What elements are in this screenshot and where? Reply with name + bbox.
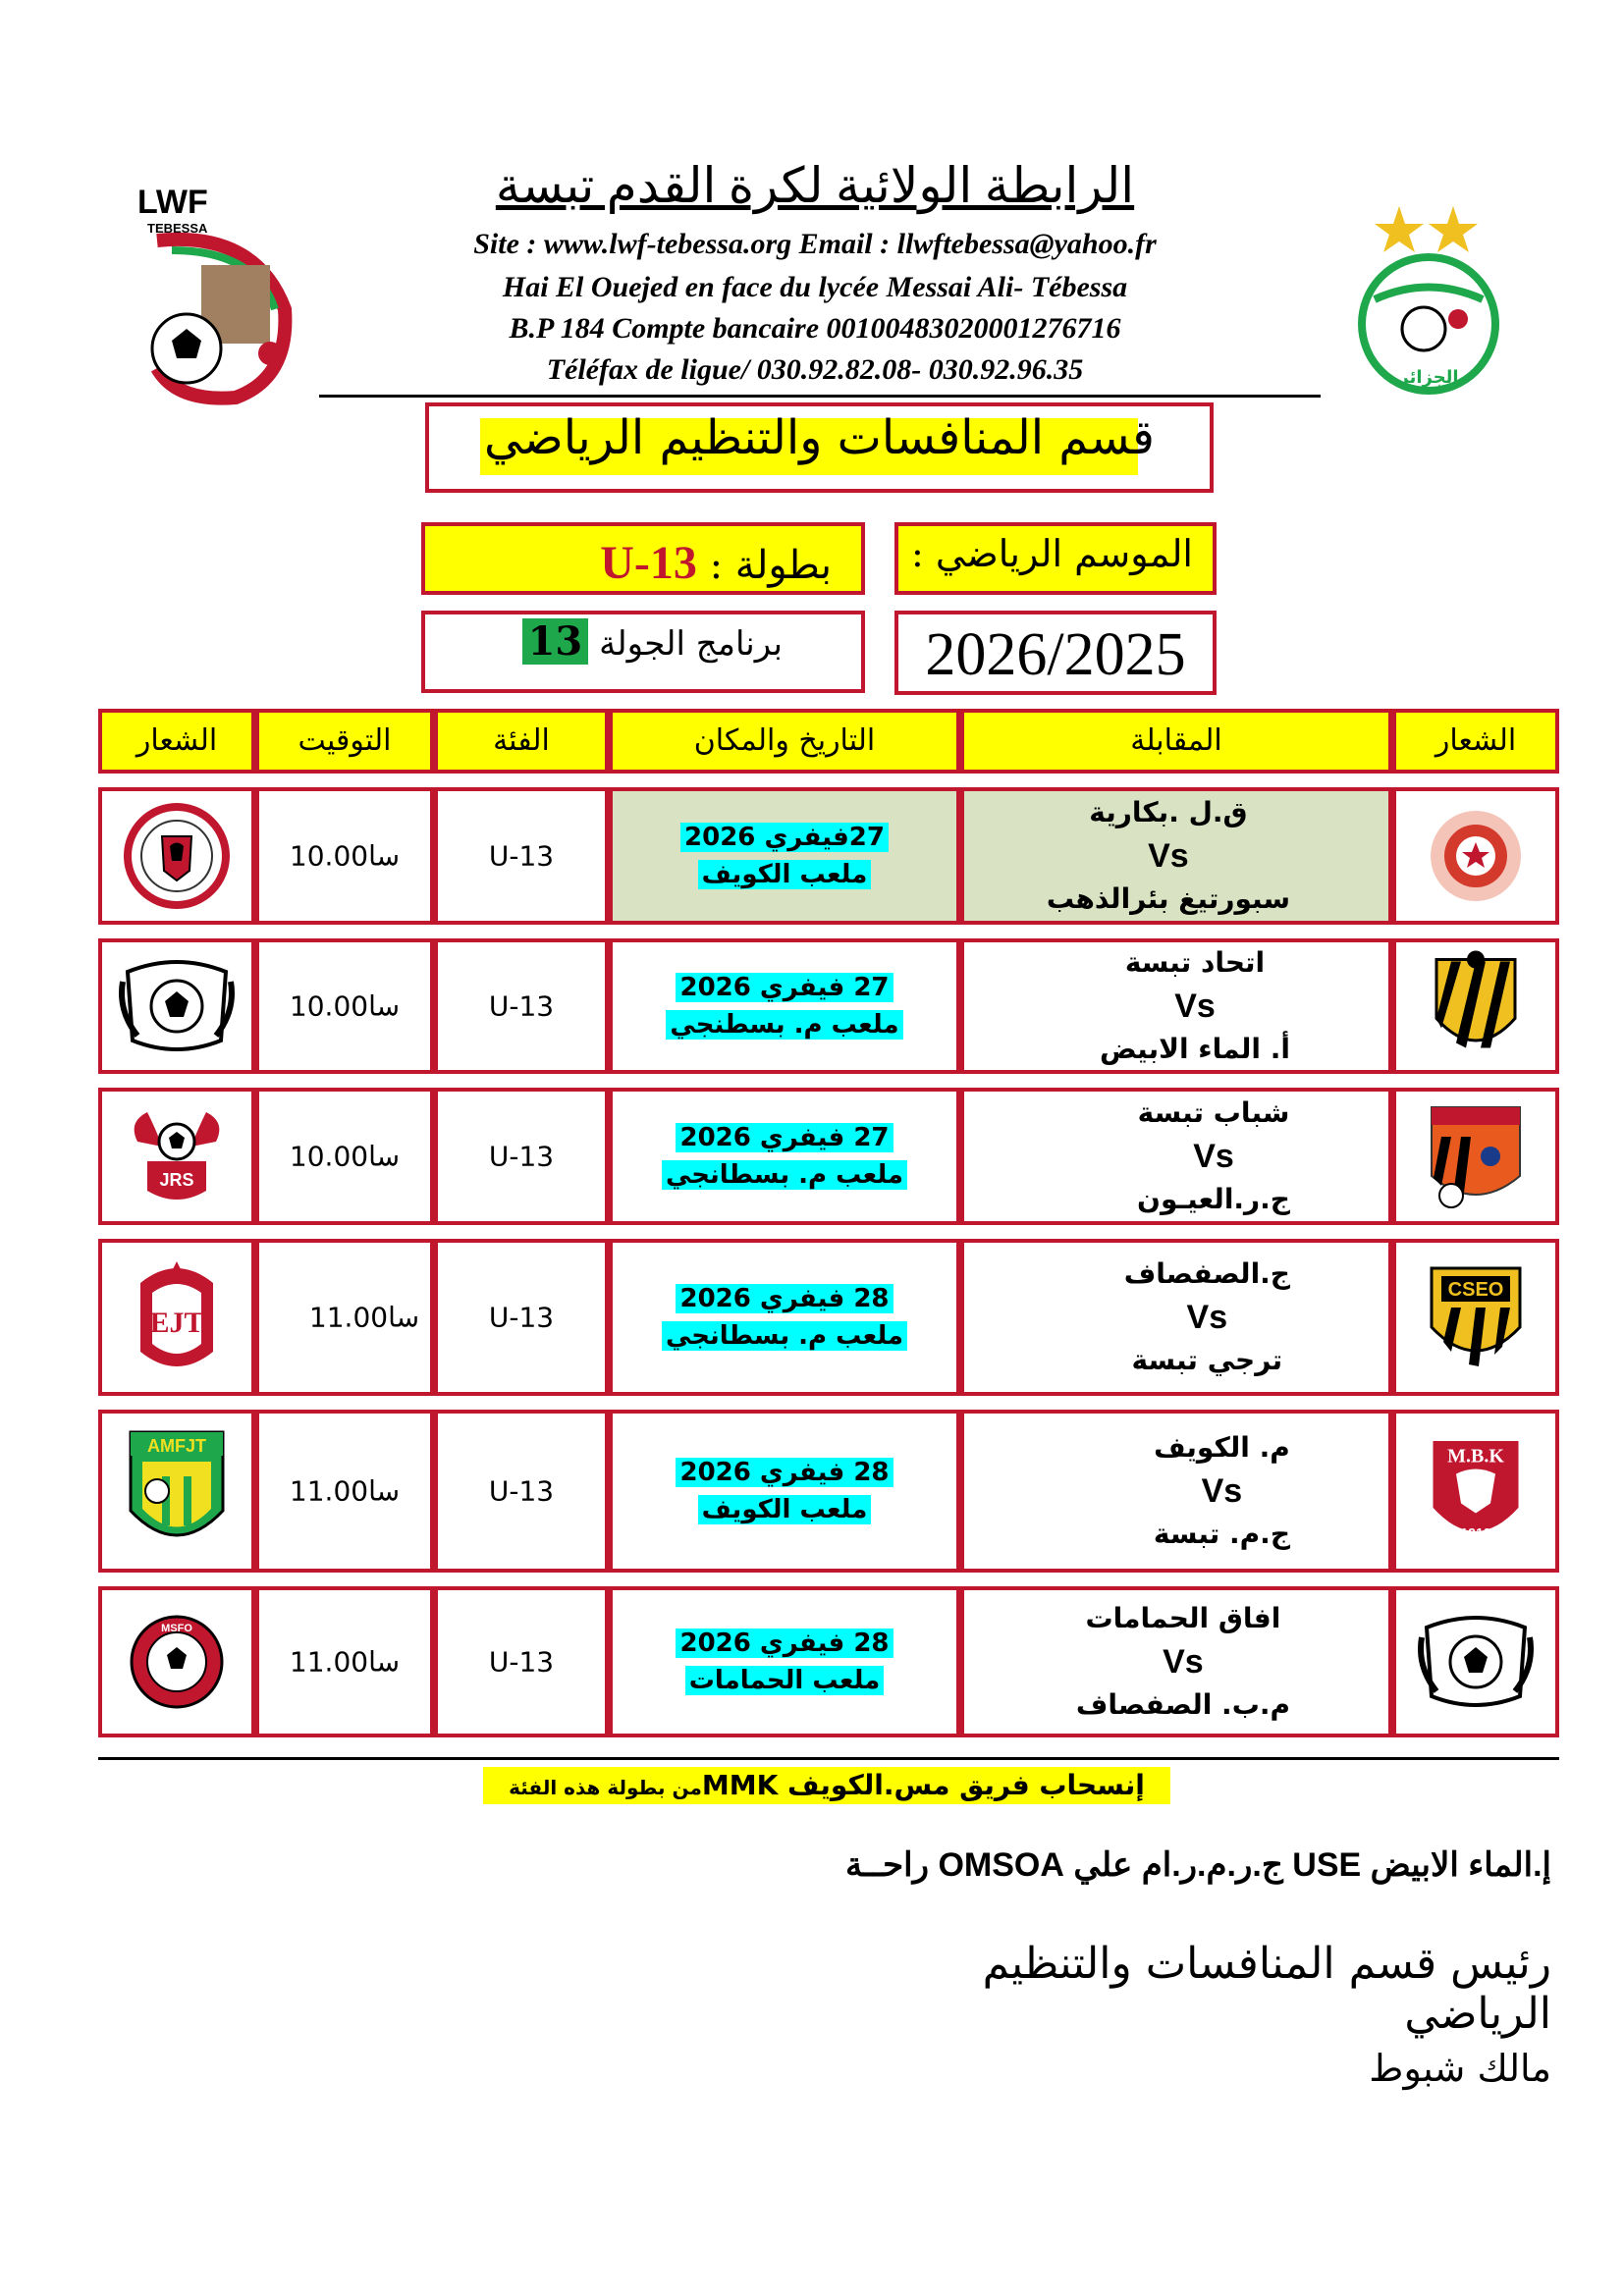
match-time: 11.سا00 bbox=[308, 1301, 420, 1334]
match-time: 10.سا00 bbox=[289, 839, 401, 873]
ejt-logo bbox=[133, 1254, 221, 1381]
table-row bbox=[98, 938, 1559, 1074]
table-bottom-divider bbox=[98, 1757, 1559, 1760]
championship-box bbox=[421, 522, 865, 595]
withdrawal-notice bbox=[483, 1767, 1170, 1804]
th-logo-right: الشعار bbox=[1392, 709, 1559, 774]
match-venue: ملعب م. بسطانجي bbox=[662, 1321, 907, 1351]
match-category: U-13 bbox=[488, 1140, 555, 1173]
match-category: U-13 bbox=[488, 1301, 555, 1334]
signature-title: رئيس قسم المنافسات والتنظيم الرياضي bbox=[982, 1939, 1551, 2039]
match-venue: ملعب الكويف bbox=[698, 1495, 872, 1524]
table-row bbox=[98, 1586, 1559, 1737]
vs-label: Vs bbox=[1174, 988, 1216, 1025]
season-label: الموسم الرياضي : bbox=[910, 532, 1193, 575]
faf-algeria-logo bbox=[1345, 196, 1512, 402]
cseo-logo bbox=[1422, 1258, 1530, 1376]
match-category: U-13 bbox=[488, 1474, 555, 1508]
logo-algeria-text: الجزائر bbox=[1398, 367, 1459, 388]
match-venue: ملعب الحمامات bbox=[685, 1666, 885, 1695]
home-team: اتحاد تبسة bbox=[1124, 946, 1266, 979]
match-venue: ملعب م. بسطنجي bbox=[666, 1010, 902, 1040]
match-category: U-13 bbox=[488, 839, 555, 873]
match-venue: ملعب م. بسطانجي bbox=[662, 1160, 907, 1190]
bank-line: B.P 184 Compte bancaire 00100483020001276716 bbox=[509, 312, 1121, 345]
vs-label: Vs bbox=[1148, 837, 1189, 875]
th-date-place: التاريخ والمكان bbox=[609, 709, 960, 774]
season-label-box bbox=[894, 522, 1217, 595]
phone-line: Téléfax de ligue/ 030.92.82.08- 030.92.96.35 bbox=[546, 353, 1084, 386]
vs-label: Vs bbox=[1163, 1643, 1204, 1681]
match-date: 27 فيفري 2026 bbox=[676, 1123, 893, 1152]
match-time: 10.سا00 bbox=[289, 1140, 401, 1173]
site-email-line: Site : www.lwf-tebessa.org Email : llwftebessa@yahoo.fr bbox=[473, 228, 1157, 260]
match-venue: ملعب الكويف bbox=[698, 860, 872, 889]
svg-text:JRS: JRS bbox=[159, 1170, 194, 1190]
table-row bbox=[98, 1239, 1559, 1396]
vs-label: Vs bbox=[1201, 1472, 1243, 1510]
match-time: 11.سا00 bbox=[289, 1474, 401, 1508]
away-team: م.ب. الصفصاف bbox=[1075, 1688, 1290, 1721]
bekkaria-logo bbox=[1427, 807, 1525, 905]
round-number: 13 bbox=[522, 618, 589, 665]
jrs-logo bbox=[128, 1102, 226, 1210]
sporting-bir-dheb-logo bbox=[123, 802, 231, 910]
header-divider bbox=[319, 395, 1321, 398]
th-match: المقابلة bbox=[960, 709, 1392, 774]
th-category: الفئة bbox=[434, 709, 609, 774]
department-title: قسم المنافسات والتنظيم الرياضي bbox=[484, 410, 1155, 465]
away-team: أ. الماء الابيض bbox=[1099, 1033, 1290, 1065]
home-team: م. الكويف bbox=[1154, 1431, 1290, 1464]
logo-lwf-text: LWF bbox=[137, 184, 208, 221]
svg-text:1912: 1912 bbox=[1460, 1524, 1491, 1541]
championship-category: U-13 bbox=[600, 537, 697, 589]
away-team: ج.ر.العيـون bbox=[1137, 1183, 1290, 1215]
match-time: 10.سا00 bbox=[289, 989, 401, 1023]
match-category: U-13 bbox=[488, 1645, 555, 1679]
home-team: افاق الحمامات bbox=[1085, 1602, 1281, 1634]
hammamet-dwarf-logo bbox=[118, 952, 236, 1060]
match-date: 27فيفري 2026 bbox=[680, 823, 889, 852]
home-team: ق.ل .بكارية bbox=[1089, 796, 1248, 828]
msfo-logo bbox=[128, 1608, 226, 1716]
match-time: 11.سا00 bbox=[289, 1645, 401, 1679]
svg-text:AMFJT: AMFJT bbox=[147, 1436, 206, 1456]
svg-text:M.B.K: M.B.K bbox=[1447, 1445, 1504, 1468]
lwf-tebessa-logo bbox=[118, 182, 314, 407]
withdrawal-main: إنسحاب فريق مس.الكويف MMK bbox=[701, 1769, 1145, 1801]
amfjt-logo bbox=[123, 1422, 231, 1560]
home-team: ج.الصفصاف bbox=[1123, 1257, 1290, 1290]
department-title-box bbox=[425, 402, 1214, 493]
logo-tebessa-text: TEBESSA bbox=[147, 221, 208, 236]
chabab-tebessa-logo bbox=[1422, 1097, 1530, 1215]
match-date: 28 فيفري 2026 bbox=[676, 1458, 893, 1487]
season-value: 2026/2025 bbox=[925, 621, 1186, 688]
vs-label: Vs bbox=[1186, 1299, 1228, 1336]
signature-name: مالك شبوط bbox=[1369, 2047, 1551, 2090]
table-row bbox=[98, 1088, 1559, 1225]
match-category: U-13 bbox=[488, 989, 555, 1023]
championship-label: بطولة : bbox=[709, 543, 832, 588]
league-title: الرابطة الولائية لكرة القدم تبسة bbox=[495, 158, 1135, 213]
table-row bbox=[98, 1410, 1559, 1573]
away-team: ج.م. تبسة bbox=[1153, 1518, 1290, 1550]
home-team: شباب تبسة bbox=[1137, 1096, 1290, 1129]
match-date: 28 فيفري 2026 bbox=[676, 1284, 893, 1313]
svg-text:MSFO: MSFO bbox=[161, 1623, 192, 1634]
th-logo-left: الشعار bbox=[98, 709, 255, 774]
mbk-logo bbox=[1427, 1425, 1525, 1558]
away-team: ترجي تبسة bbox=[1131, 1344, 1283, 1376]
afak-hammamet-logo bbox=[1417, 1608, 1535, 1716]
address-line: Hai El Ouejed en face du lycée Messai Ali- Tébessa bbox=[502, 271, 1128, 303]
round-box bbox=[421, 611, 865, 693]
table-row bbox=[98, 787, 1559, 925]
season-value-box bbox=[894, 611, 1217, 695]
th-time: التوقيت bbox=[255, 709, 434, 774]
union-tebessa-logo bbox=[1432, 950, 1520, 1063]
match-date: 27 فيفري 2026 bbox=[676, 973, 893, 1002]
away-team: سبورتيغ بئرالذهب bbox=[1046, 882, 1290, 915]
match-date: 28 فيفري 2026 bbox=[676, 1629, 893, 1658]
svg-text:EJT: EJT bbox=[149, 1307, 204, 1339]
svg-text:CSEO: CSEO bbox=[1447, 1279, 1504, 1301]
withdrawal-small: من بطولة هذه الفئة bbox=[509, 1776, 702, 1799]
vs-label: Vs bbox=[1193, 1138, 1234, 1175]
round-label: برنامج الجولة bbox=[599, 624, 783, 664]
table-header bbox=[98, 709, 1559, 774]
rest-teams-line: إ.الماء الابيض USE ج.ر.م.ر.ام علي OMSOA راحــة bbox=[844, 1846, 1551, 1884]
